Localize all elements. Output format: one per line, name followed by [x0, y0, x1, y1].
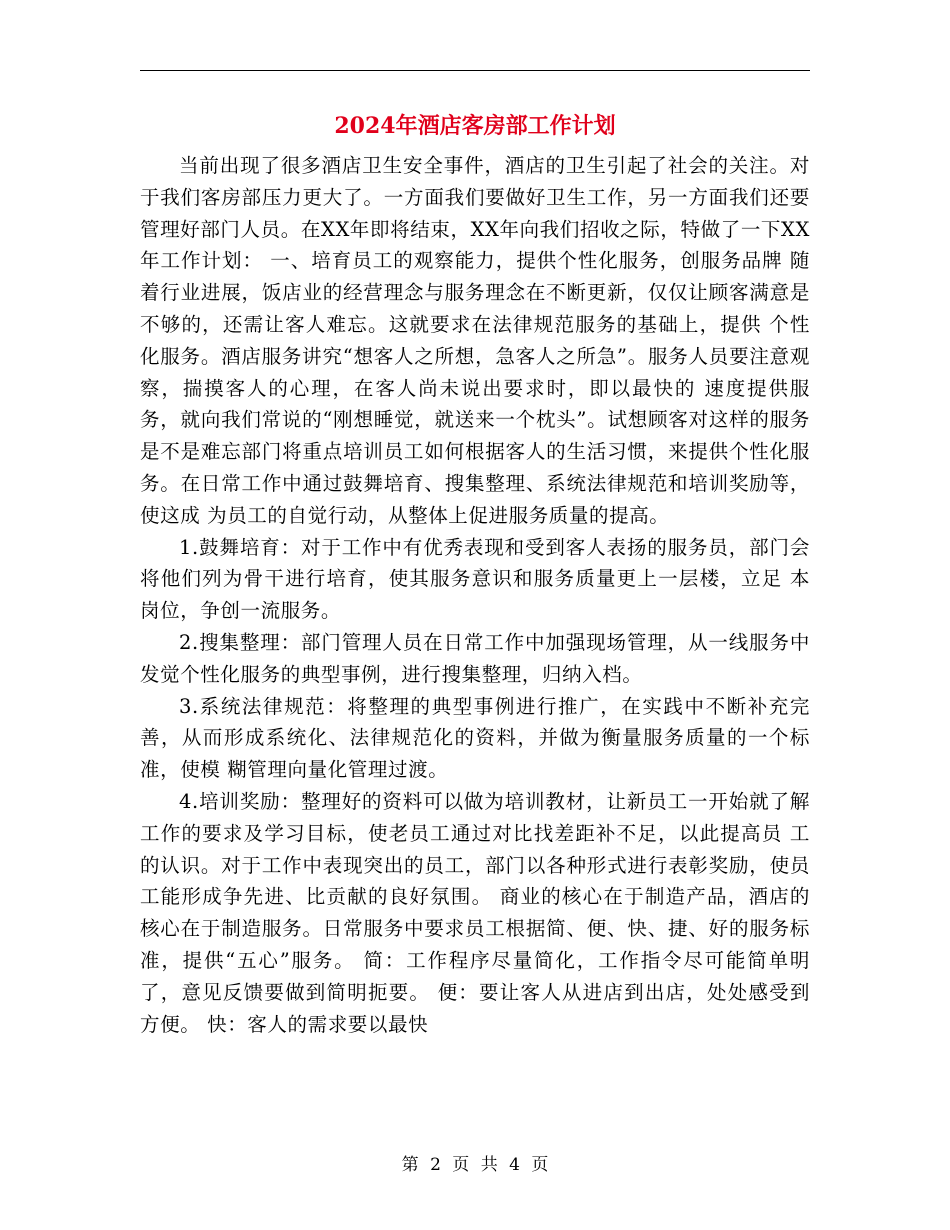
paragraph-item-4: 4.培训奖励：整理好的资料可以做为培训教材，让新员工一开始就了解工作的要求及学习目标，使老员工通过对比找差距补不足，以此提高员 工的认识。对于工作中表现突出的员工，部门以各种形式进行表彰奖励，使员工能形成争先进、比贡献的良好氛围。 商业的核心在于制造产品，酒店的核心在于制造服务。日常服务中要求员工根据简、便、快、捷、好的服务标准，提供“五心”服务。 简：工作程序尽量简化，工作指令尽可能简单明了，意见反馈要做到简明扼要。 便：要让客人从进店到出店，处处感受到方便。 快：客人的需求要以最快 [140, 789, 810, 1036]
paragraph-item-2: 2.搜集整理：部门管理人员在日常工作中加强现场管理，从一线服务中发觉个性化服务的典型事例，进行搜集整理，归纳入档。 [140, 630, 810, 686]
paragraph-item-1: 1.鼓舞培育：对于工作中有优秀表现和受到客人表扬的服务员，部门会将他们列为骨干进行培育，使其服务意识和服务质量更上一层楼，立足 本岗位，争创一流服务。 [140, 535, 810, 623]
document-title: 2024年酒店客房部工作计划 [334, 113, 616, 139]
header-rule [140, 70, 810, 71]
document-body [140, 150, 810, 1040]
page-number-footer: 第 2 页 共 4 页 [401, 1155, 549, 1175]
paragraph-intro: 当前出现了很多酒店卫生安全事件，酒店的卫生引起了社会的关注。对于我们客房部压力更大了。一方面我们要做好卫生工作，另一方面我们还要管理好部门人员。在XX年即将结束，XX年向我们招收之际，特做了一下XX年工作计划： 一、培育员工的观察能力，提供个性化服务，创服务品牌 随着行业进展，饭店业的经营理念与服务理念在不断更新，仅仅让顾客满意是不够的，还需让客人难忘。这就要求在法律规范服务的基础上，提供 个性化服务。酒店服务讲究“想客人之所想，急客人之所急”。服务人员要注意观察，揣摸客人的心理，在客人尚未说出要求时，即以最快的 速度提供服务，就向我们常说的“刚想睡觉，就送来一个枕头”。试想顾客对这样的服务是不是难忘部门将重点培训员工如何根据客人的生活习惯，来提供个性化服务。在日常工作中通过鼓舞培育、搜集整理、系统法律规范和培训奖励等，使这成 为员工的自觉行动，从整体上促进服务质量的提高。 [140, 154, 810, 527]
paragraph-item-3: 3.系统法律规范：将整理的典型事例进行推广，在实践中不断补充完善，从而形成系统化、法律规范化的资料，并做为衡量服务质量的一个标准，使模 糊管理向量化管理过渡。 [140, 694, 810, 782]
